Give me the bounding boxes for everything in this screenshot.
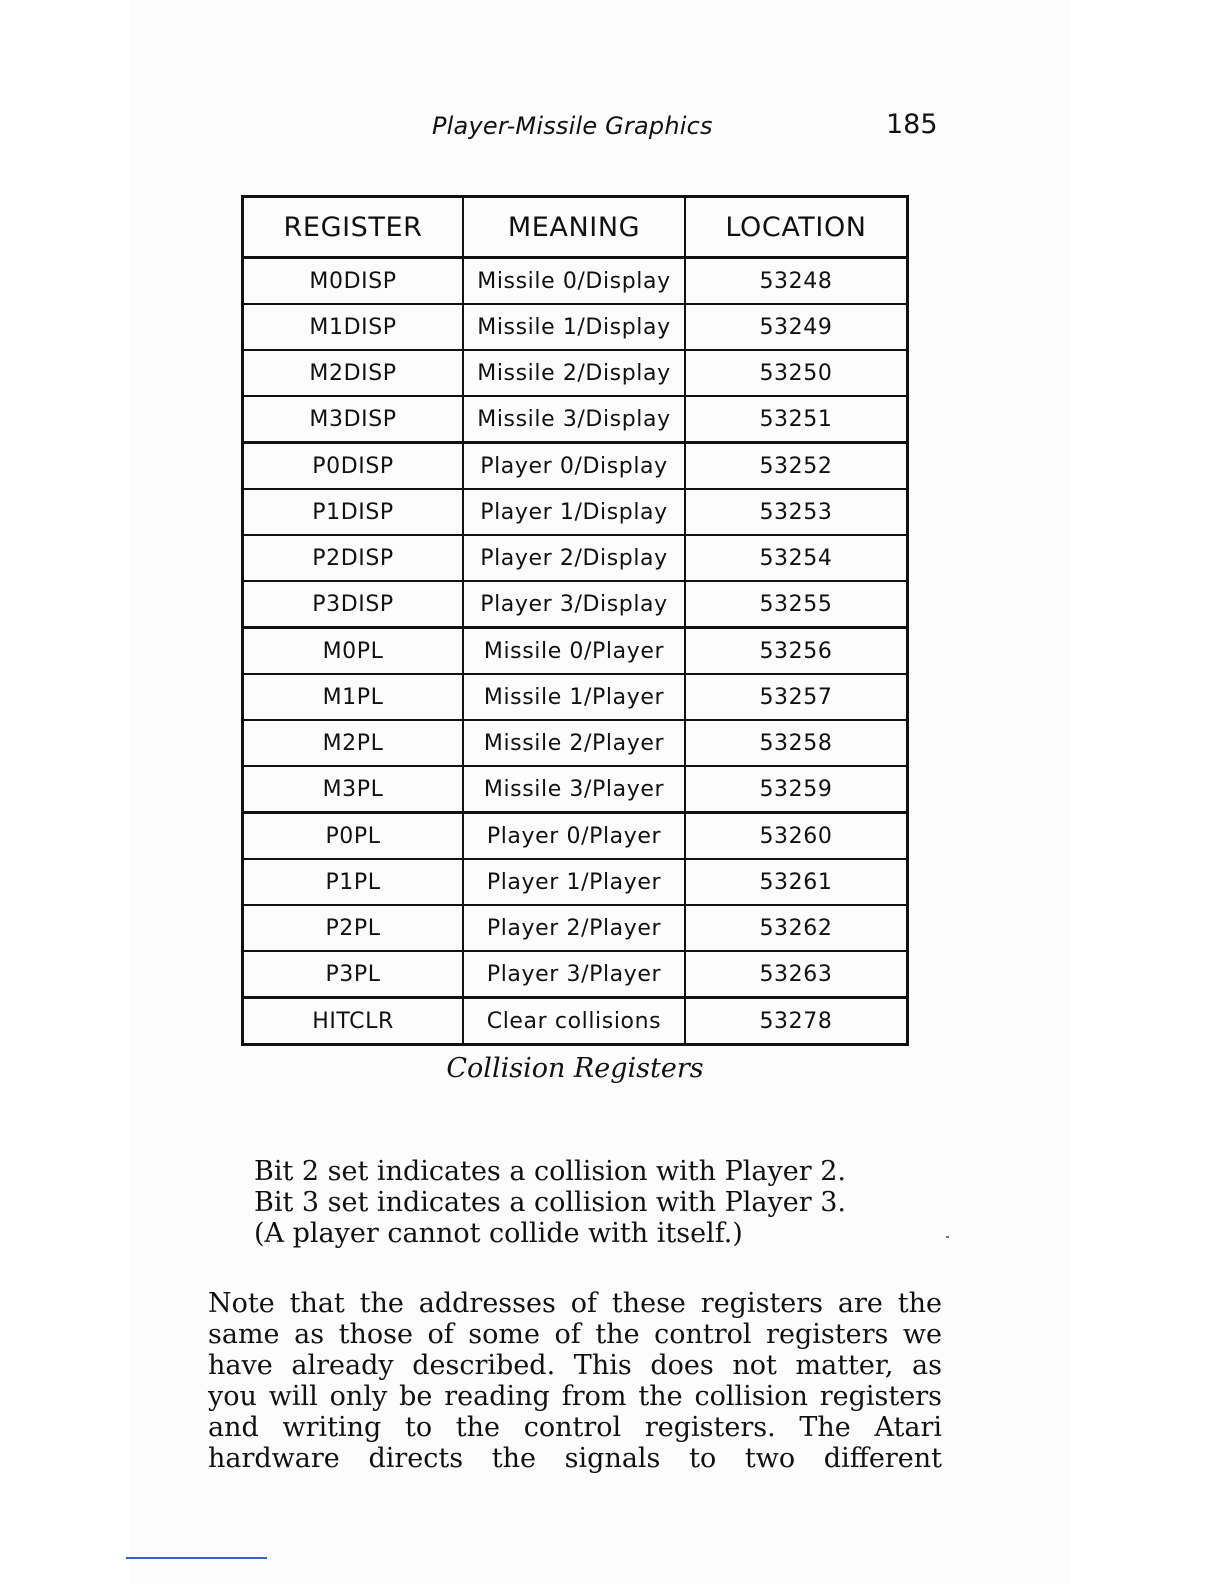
table-row [243, 720, 908, 766]
meaning-cell: Player 0/Display [463, 443, 685, 490]
location-cell: 53254 [685, 535, 908, 581]
meaning-cell: Missile 1/Display [463, 304, 685, 350]
table-row [243, 443, 908, 490]
meaning-cell: Missile 1/Player [463, 674, 685, 720]
register-cell: M0DISP [243, 258, 464, 305]
paragraph-line: have already described. This does not matter, as [208, 1350, 942, 1381]
table-row [243, 350, 908, 396]
scan-speck [946, 1236, 949, 1238]
register-cell: HITCLR [243, 998, 464, 1045]
meaning-cell: Clear collisions [463, 998, 685, 1045]
table-row [243, 489, 908, 535]
register-cell: M3PL [243, 766, 464, 813]
register-cell: P2DISP [243, 535, 464, 581]
table-row [243, 535, 908, 581]
table-row [243, 905, 908, 951]
table-header-row [243, 197, 908, 258]
register-cell: M1PL [243, 674, 464, 720]
table-row [243, 396, 908, 443]
table-row [243, 859, 908, 905]
location-cell: 53251 [685, 396, 908, 443]
table-caption: Collision Registers [446, 1053, 704, 1084]
table-row [243, 813, 908, 860]
paragraph-line: hardware directs the signals to two different [208, 1443, 942, 1474]
location-cell: 53249 [685, 304, 908, 350]
register-cell: P0DISP [243, 443, 464, 490]
meaning-cell: Missile 2/Player [463, 720, 685, 766]
location-cell: 53258 [685, 720, 908, 766]
paragraph-line: and writing to the control registers. The Atari [208, 1412, 942, 1443]
location-cell: 53248 [685, 258, 908, 305]
column-header-register: REGISTER [243, 197, 464, 258]
meaning-cell: Missile 0/Display [463, 258, 685, 305]
register-cell: M1DISP [243, 304, 464, 350]
meaning-cell: Missile 3/Display [463, 396, 685, 443]
meaning-cell: Player 1/Display [463, 489, 685, 535]
column-header-meaning: MEANING [463, 197, 685, 258]
register-cell: M2DISP [243, 350, 464, 396]
table-row [243, 951, 908, 998]
register-cell: M3DISP [243, 396, 464, 443]
location-cell: 53262 [685, 905, 908, 951]
meaning-cell: Missile 3/Player [463, 766, 685, 813]
meaning-cell: Missile 0/Player [463, 628, 685, 675]
paragraph-line: same as those of some of the control registers we [208, 1319, 942, 1350]
register-cell: M2PL [243, 720, 464, 766]
location-cell: 53260 [685, 813, 908, 860]
table-row [243, 628, 908, 675]
meaning-cell: Player 3/Display [463, 581, 685, 628]
location-cell: 53252 [685, 443, 908, 490]
paragraph-line: Note that the addresses of these registers are the [208, 1288, 942, 1319]
meaning-cell: Player 0/Player [463, 813, 685, 860]
column-header-location: LOCATION [685, 197, 908, 258]
register-cell: P3PL [243, 951, 464, 998]
location-cell: 53261 [685, 859, 908, 905]
meaning-cell: Player 2/Display [463, 535, 685, 581]
location-cell: 53255 [685, 581, 908, 628]
meaning-cell: Missile 2/Display [463, 350, 685, 396]
bit-note-line: Bit 3 set indicates a collision with Player 3. [254, 1187, 846, 1218]
running-title: Player-Missile Graphics [432, 112, 713, 140]
location-cell: 53263 [685, 951, 908, 998]
register-cell: P1PL [243, 859, 464, 905]
table-row [243, 998, 908, 1045]
location-cell: 53278 [685, 998, 908, 1045]
footer-rule [126, 1557, 267, 1559]
location-cell: 53256 [685, 628, 908, 675]
register-cell: P1DISP [243, 489, 464, 535]
meaning-cell: Player 1/Player [463, 859, 685, 905]
meaning-cell: Player 2/Player [463, 905, 685, 951]
location-cell: 53250 [685, 350, 908, 396]
paragraph-line: you will only be reading from the collision registers [208, 1381, 942, 1412]
meaning-cell: Player 3/Player [463, 951, 685, 998]
register-cell: P0PL [243, 813, 464, 860]
table-row [243, 304, 908, 350]
location-cell: 53257 [685, 674, 908, 720]
body-paragraph [208, 1288, 942, 1474]
table-row [243, 766, 908, 813]
table-row [243, 258, 908, 305]
table-row [243, 581, 908, 628]
bit-notes [254, 1156, 846, 1249]
table-row [243, 674, 908, 720]
bit-note-line: Bit 2 set indicates a collision with Player 2. [254, 1156, 846, 1187]
register-cell: M0PL [243, 628, 464, 675]
collision-registers-table [241, 195, 909, 1046]
location-cell: 53259 [685, 766, 908, 813]
register-cell: P2PL [243, 905, 464, 951]
location-cell: 53253 [685, 489, 908, 535]
page-number: 185 [886, 109, 938, 140]
register-cell: P3DISP [243, 581, 464, 628]
bit-note-line: (A player cannot collide with itself.) [254, 1218, 743, 1249]
